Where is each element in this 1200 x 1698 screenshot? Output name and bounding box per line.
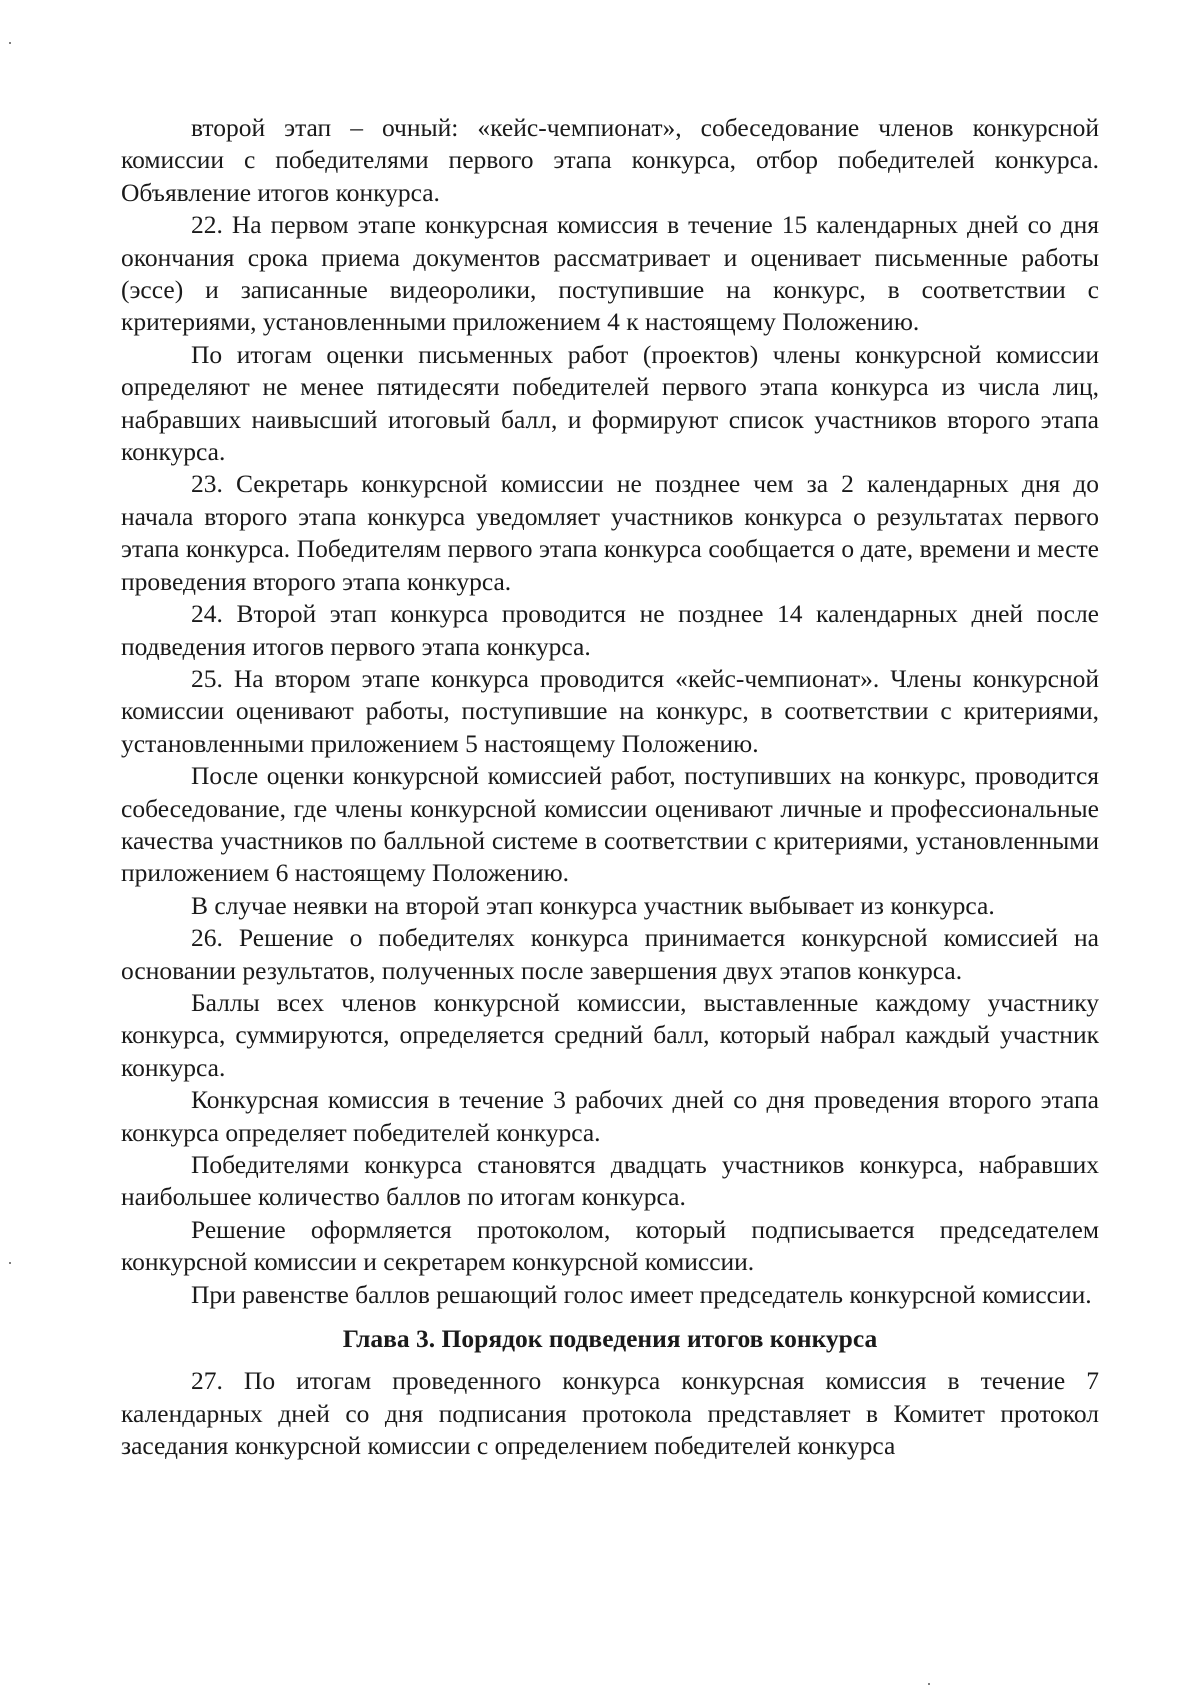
document-body (121, 112, 1099, 1463)
paragraph-clause-23: 23. Секретарь конкурсной комиссии не позднее чем за 2 календарных дня до начала второго этапа конкурса уведомляет участников конкурса о результатах первого этапа конкурса. Победителям первого этапа конкурса сообщается о дате, времени и месте проведения второго этапа конкурса. (121, 469, 1099, 596)
paragraph: По итогам оценки письменных работ (проектов) члены конкурсной комиссии определяют не менее пятидесяти победителей первого этапа конкурса из числа лиц, набравших наивысший итоговый балл, и формируют список участников второго этапа конкурса. (121, 339, 1099, 467)
scan-mark (9, 42, 11, 44)
scan-mark (9, 1262, 11, 1264)
chapter-heading: Глава 3. Порядок подведения итогов конкурса (342, 1324, 878, 1354)
paragraph: В случае неявки на второй этап конкурса участник выбывает из конкурса. (191, 890, 995, 920)
paragraph: После оценки конкурсной комиссией работ, поступивших на конкурс, проводится собеседование, где члены конкурсной комиссии оценивают личные и профессиональные качества участников по балльной системе в соответствии с критериями, установленными приложением 6 настоящему Положению. (121, 761, 1099, 888)
paragraph: Победителями конкурса становятся двадцать участников конкурса, набравших наибольшее количество баллов по итогам конкурса. (121, 1150, 1099, 1212)
paragraph: Решение оформляется протоколом, который подписывается председателем конкурсной комиссии и секретарем конкурсной комиссии. (121, 1214, 1099, 1277)
paragraph: Баллы всех членов конкурсной комиссии, выставленные каждому участнику конкурса, суммируются, определяется средний балл, который набрал каждый участник конкурса. (121, 987, 1099, 1082)
paragraph-clause-24: 24. Второй этап конкурса проводится не позднее 14 календарных дней после подведения итогов первого этапа конкурса. (121, 599, 1099, 661)
paragraph-clause-22: 22. На первом этапе конкурсная комиссия в течение 15 календарных дней со дня окончания срока приема документов рассматривает и оценивает письменные работы (эссе) и записанные видеоролики, поступившие на конкурс, в соответствии с критериями, установленными приложением 4 к настоящему Положению. (121, 210, 1099, 337)
paragraph: Конкурсная комиссия в течение 3 рабочих дней со дня проведения второго этапа конкурса определяет победителей конкурса. (121, 1085, 1099, 1147)
paragraph-clause-27: 27. По итогам проведенного конкурса конкурсная комиссия в течение 7 календарных дней со дня подписания протокола представляет в Комитет протокол заседания конкурсной комиссии с определением победителей конкурса (121, 1366, 1099, 1461)
scan-mark (928, 1683, 930, 1685)
paragraph-clause-25: 25. На втором этапе конкурса проводится «кейс-чемпионат». Члены конкурсной комиссии оценивают работы, поступившие на конкурс, в соответствии с критериями, установленными приложением 5 настоящему Положению. (121, 663, 1099, 758)
paragraph: второй этап – очный: «кейс-чемпионат», собеседование членов конкурсной комиссии с победителями первого этапа конкурса, отбор победителей конкурса. Объявление итогов конкурса. (121, 113, 1099, 207)
paragraph-clause-26: 26. Решение о победителях конкурса принимается конкурсной комиссией на основании результатов, полученных после завершения двух этапов конкурса. (121, 923, 1099, 985)
paragraph: При равенстве баллов решающий голос имеет председатель конкурсной комиссии. (191, 1279, 1092, 1309)
